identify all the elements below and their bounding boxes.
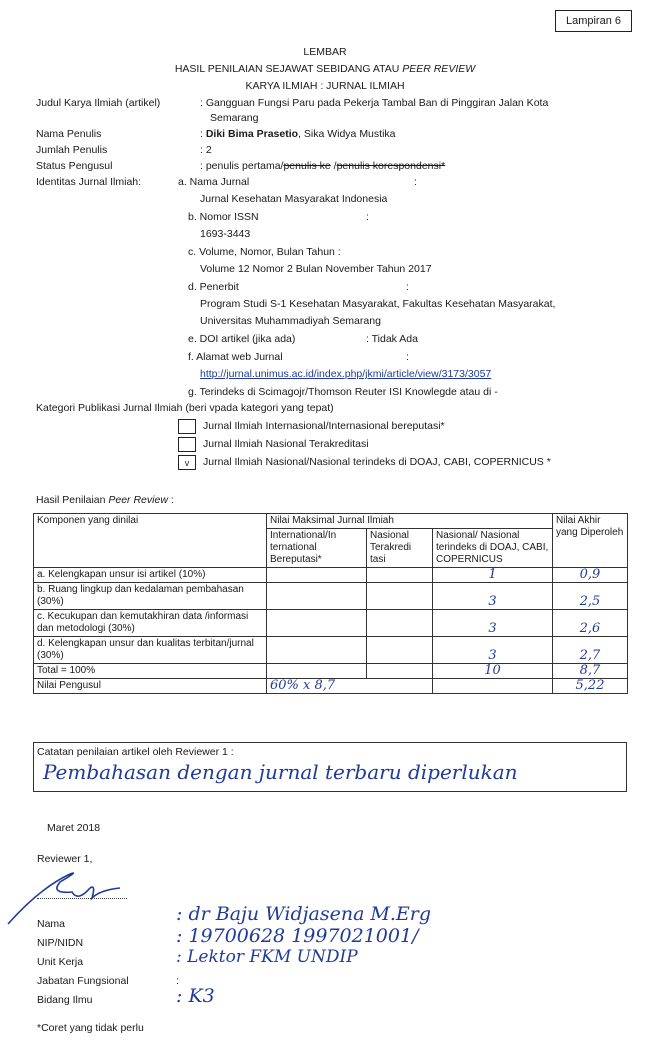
kategori-option-3: Jurnal Ilmiah Nasional/Nasional terindeks di DOAJ, CABI, COPERNICUS *: [203, 456, 551, 468]
row-intl: [267, 568, 367, 583]
title-line-2-italic: PEER REVIEW: [402, 63, 476, 75]
catatan-label: Catatan penilaian artikel oleh Reviewer 1 :: [37, 746, 234, 758]
judul-label: Judul Karya Ilmiah (artikel): [36, 97, 161, 109]
kategori-checkbox-2[interactable]: [178, 437, 196, 452]
journal-c-label: c. Volume, Nomor, Bulan Tahun :: [188, 246, 341, 258]
jumlah-penulis-label: Jumlah Penulis: [36, 144, 108, 156]
journal-d-value-2: Universitas Muhammadiyah Semarang: [200, 315, 381, 327]
identity-nama-label: Nama: [37, 918, 66, 930]
kategori-checkbox-3[interactable]: v: [178, 455, 196, 470]
review-label-prefix: Hasil Penilaian: [36, 494, 109, 506]
table-row: [34, 610, 628, 637]
row-nas: [367, 610, 433, 637]
signature-line: [37, 898, 127, 899]
header-nilai-akhir: Nilai Akhir yang Diperoleh: [553, 514, 628, 568]
journal-c-value: Volume 12 Nomor 2 Bulan November Tahun 2017: [200, 263, 432, 275]
journal-g-label: g. Terindeks di Scimagojr/Thomson Reuter ISI Knowlegde atau di -: [188, 386, 498, 398]
journal-a-colon: :: [414, 176, 417, 188]
row-akhir: 2,7: [553, 637, 628, 664]
pengusul-label: Nilai Pengusul: [34, 679, 267, 694]
footnote: *Coret yang tidak perlu: [37, 1022, 144, 1034]
review-date: Maret 2018: [47, 822, 101, 834]
title-line-3: KARYA ILMIAH : JURNAL ILMIAH: [245, 80, 405, 92]
identitas-label: Identitas Jurnal Ilmiah:: [36, 176, 142, 188]
nama-sep: :: [200, 128, 206, 140]
table-row: [34, 583, 628, 610]
table-header-row: [34, 514, 628, 529]
identity-bidang-label: Bidang Ilmu: [37, 994, 93, 1006]
header-doaj: Nasional/ Nasional terindeks di DOAJ, CABI, COPERNICUS: [433, 529, 553, 568]
review-table: [33, 513, 628, 694]
kategori-option-1: Jurnal Ilmiah Internasional/Internasional bereputasi*: [203, 420, 445, 432]
kategori-checkbox-1[interactable]: [178, 419, 196, 434]
table-row: [34, 568, 628, 583]
row-nas: [367, 583, 433, 610]
row-doaj: 3: [433, 610, 553, 637]
header-nilai-max: Nilai Maksimal Jurnal Ilmiah: [267, 514, 553, 529]
journal-b-label: b. Nomor ISSN: [188, 211, 259, 223]
status-strike-2: penulis korespondensi*: [336, 160, 446, 172]
title-line-2: [0, 63, 650, 75]
journal-a-label: a. Nama Jurnal: [178, 176, 250, 188]
row-komponen: b. Ruang lingkup dan kedalaman pembahasan (30%): [34, 583, 267, 610]
pengusul-doaj: [433, 679, 553, 694]
journal-e-value: : Tidak Ada: [366, 333, 418, 345]
nama-penulis-label: Nama Penulis: [36, 128, 102, 140]
kategori-label: Kategori Publikasi Jurnal Ilmiah (beri vpada kategori yang tepat): [36, 402, 334, 414]
catatan-handwritten: Pembahasan dengan jurnal terbaru diperlukan: [43, 760, 518, 784]
identity-unit-value: : Lektor FKM UNDIP: [176, 947, 358, 967]
journal-a-value: Jurnal Kesehatan Masyarakat Indonesia: [200, 193, 388, 205]
row-akhir: 0,9: [553, 568, 628, 583]
status-pengusul-label: Status Pengusul: [36, 160, 113, 172]
journal-d-label: d. Penerbit: [188, 281, 239, 293]
identity-jabatan-label: Jabatan Fungsional: [37, 975, 129, 987]
row-komponen: c. Kecukupan dan kemutakhiran data /informasi dan metodologi (30%): [34, 610, 267, 637]
row-akhir: 2,6: [553, 610, 628, 637]
identity-nip-label: NIP/NIDN: [37, 937, 84, 949]
status-value: : penulis pertama/: [200, 160, 284, 172]
title-line-2-prefix: HASIL PENILAIAN SEJAWAT SEBIDANG ATAU: [174, 63, 403, 75]
total-nas: [367, 664, 433, 679]
row-doaj: 3: [433, 637, 553, 664]
identity-bidang-value: : K3: [176, 985, 215, 1007]
pengusul-akhir: 5,22: [553, 679, 628, 694]
row-doaj: 3: [433, 583, 553, 610]
table-total-row: [34, 664, 628, 679]
lampiran-label: Lampiran 6: [555, 10, 632, 32]
status-mid: /: [330, 160, 337, 172]
row-nas: [367, 568, 433, 583]
journal-f-label: f. Alamat web Jurnal: [188, 351, 283, 363]
total-akhir: 8,7: [553, 664, 628, 679]
nama-penulis-bold: Diki Bima Prasetio: [205, 128, 299, 140]
pengusul-calc: 60% x 8,7: [267, 679, 433, 694]
kategori-option-2: Jurnal Ilmiah Nasional Terakreditasi: [203, 438, 369, 450]
title-line-1: LEMBAR: [303, 46, 347, 58]
journal-b-value: 1693-3443: [200, 228, 251, 240]
review-label-italic: Peer Review: [108, 494, 168, 506]
judul-value-1: : Gangguan Fungsi Paru pada Pekerja Tambal Ban di Pinggiran Jalan Kota: [200, 97, 549, 109]
journal-e-label: e. DOI artikel (jika ada): [188, 333, 296, 345]
header-nas: Nasional Terakredi tasi: [367, 529, 433, 568]
jumlah-penulis-value: : 2: [200, 144, 212, 156]
row-doaj: 1: [433, 568, 553, 583]
header-komponen: Komponen yang dinilai: [34, 514, 267, 568]
journal-b-colon: :: [366, 211, 369, 223]
journal-d-value-1: Program Studi S-1 Kesehatan Masyarakat, Fakultas Kesehatan Masyarakat,: [200, 298, 556, 310]
review-label: [36, 494, 174, 506]
total-label: Total = 100%: [34, 664, 267, 679]
reviewer-label: Reviewer 1,: [37, 853, 93, 865]
row-akhir: 2,5: [553, 583, 628, 610]
journal-f-colon: :: [406, 351, 409, 363]
status-pengusul-value: [200, 160, 445, 172]
status-strike-1: penulis ke: [283, 160, 331, 172]
row-komponen: a. Kelengkapan unsur isi artikel (10%): [34, 568, 267, 583]
header-intl: International/In ternational Bereputasi*: [267, 529, 367, 568]
identity-nip-value: : 19700628 1997021001/: [176, 925, 419, 947]
identity-jabatan-value: :: [176, 975, 179, 987]
row-intl: [267, 610, 367, 637]
row-komponen: d. Kelengkapan unsur dan kualitas terbitan/jurnal (30%): [34, 637, 267, 664]
row-intl: [267, 637, 367, 664]
row-intl: [267, 583, 367, 610]
journal-d-colon: :: [406, 281, 409, 293]
nama-penulis-rest: , Sika Widya Mustika: [298, 128, 396, 140]
total-doaj: 10: [433, 664, 553, 679]
identity-unit-label: Unit Kerja: [37, 956, 84, 968]
judul-value-2: Semarang: [210, 112, 259, 124]
nama-penulis-value: [200, 128, 396, 140]
journal-web-link[interactable]: http://jurnal.unimus.ac.id/index.php/jkmi/article/view/3173/3057: [200, 368, 492, 380]
identity-nama-value: : dr Baju Widjasena M.Erg: [176, 903, 432, 925]
review-label-suffix: :: [167, 494, 174, 506]
table-pengusul-row: [34, 679, 628, 694]
total-intl: [267, 664, 367, 679]
row-nas: [367, 637, 433, 664]
table-row: [34, 637, 628, 664]
